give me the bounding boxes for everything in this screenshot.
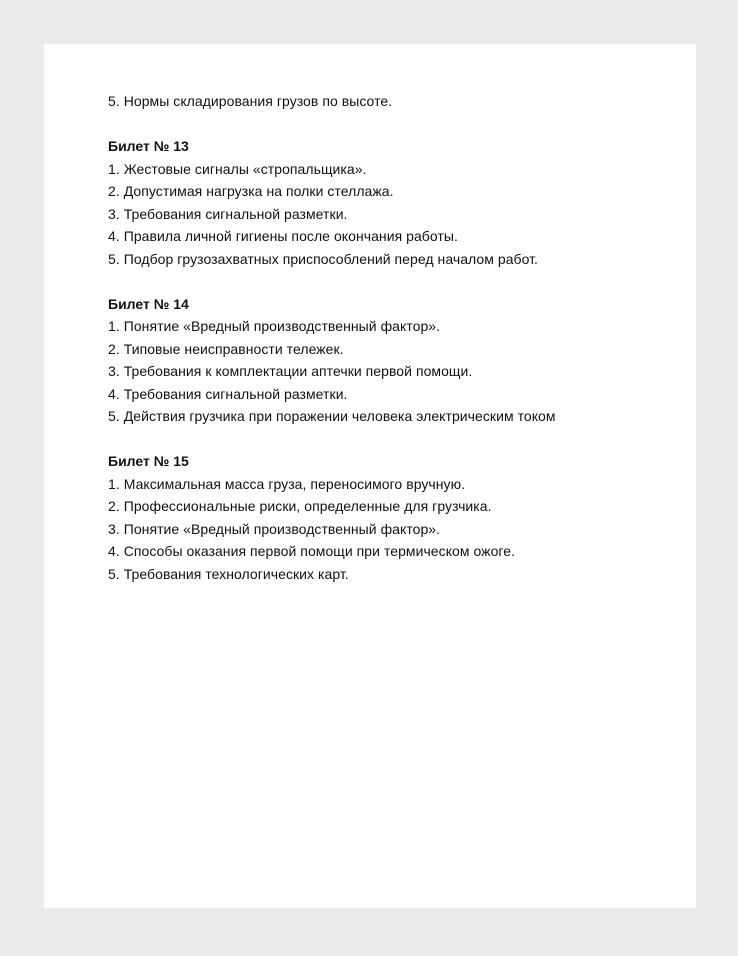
ticket-heading: Билет № 14 [108, 295, 189, 312]
list-item: 5. Требования технологических карт. [108, 565, 349, 582]
list-item: 3. Требования к комплектации аптечки первой помощи. [108, 363, 473, 379]
page-content [108, 90, 668, 585]
list-item: 4. Правила личной гигиены после окончания работы. [108, 228, 458, 244]
list-item: 3. Понятие «Вредный производственный фактор». [108, 520, 441, 537]
ticket-heading: Билет № 13 [108, 138, 189, 154]
ticket-heading: Билет № 15 [108, 453, 189, 469]
ticket-13-section [108, 135, 668, 270]
list-item: 5. Действия грузчика при поражении человека электрическим током [108, 408, 556, 424]
ticket-15-section [108, 450, 668, 585]
section-spacer [108, 428, 668, 451]
list-item: 2. Допустимая нагрузка на полки стеллажа. [108, 183, 394, 199]
list-item: 5. Нормы складирования грузов по высоте. [108, 93, 393, 109]
list-item: 1. Максимальная масса груза, переносимого вручную. [108, 475, 466, 492]
list-item: 2. Профессиональные риски, определенные для грузчика. [108, 498, 492, 514]
list-item: 1. Жестовые сигналы «стропальщика». [108, 160, 367, 177]
list-item: 1. Понятие «Вредный производственный фактор». [108, 318, 441, 334]
list-item: 2. Типовые неисправности тележек. [108, 340, 344, 357]
section-spacer [108, 270, 668, 293]
section-spacer [108, 113, 668, 136]
list-item: 5. Подбор грузозахватных приспособлений перед началом работ. [108, 250, 538, 267]
document-page [44, 44, 696, 908]
list-item: 4. Способы оказания первой помощи при термическом ожоге. [108, 543, 516, 559]
list-item: 4. Требования сигнальной разметки. [108, 385, 348, 402]
ticket-14-section [108, 293, 668, 428]
list-item: 3. Требования сигнальной разметки. [108, 205, 348, 222]
